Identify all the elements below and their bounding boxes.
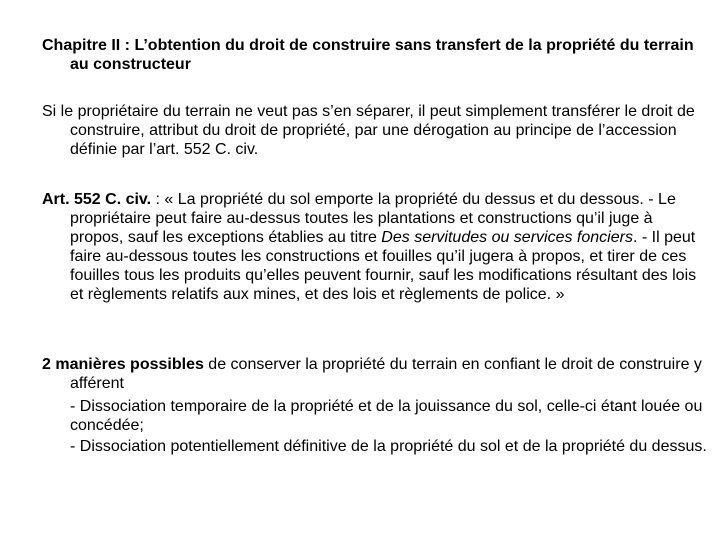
article-reference: Art. 552 C. civ. (42, 191, 152, 208)
methods-lead-rest: de conserver la propriété du terrain en confiant le droit de construire y afférent (70, 356, 702, 392)
methods-paragraph (42, 355, 710, 456)
article-text-before: : « La propriété du sol emporte la propriété du dessus et du dessous. - Le propriétaire peut faire au-dessus toutes les plantations et constructions qu’il juge à propos, sauf les exceptions établies au titre (70, 191, 676, 246)
article-text-after: . - Il peut faire au-dessous toutes les constructions et fouilles qu’il jugera à propos, et tirer de ces fouilles tous les produits qu’elles peuvent fournir, sauf les modifications résultant des lois et règlements relatifs aux mines, et des lois et règlements de police. » (70, 229, 697, 303)
chapter-title: Chapitre II : L’obtention du droit de construire sans transfert de la propriété du terrain au constructeur (42, 37, 694, 73)
article-paragraph (42, 190, 710, 304)
intro-paragraph: Si le propriétaire du terrain ne veut pas s’en séparer, il peut simplement transférer le droit de construire, attribut du droit de propriété, par une dérogation au principe de l’accession définie par l’art. 552 C. civ. (42, 103, 695, 158)
methods-lead-bold: 2 manières possibles (42, 356, 204, 373)
article-italic-title: Des servitudes ou services fonciers (381, 229, 633, 246)
method-item-temporary: - Dissociation temporaire de la propriété et de la jouissance du sol, celle-ci étant louée ou concédée; (70, 398, 703, 434)
method-item-definitive: - Dissociation potentiellement définitive de la propriété du sol et de la propriété du dessus. (70, 438, 707, 455)
